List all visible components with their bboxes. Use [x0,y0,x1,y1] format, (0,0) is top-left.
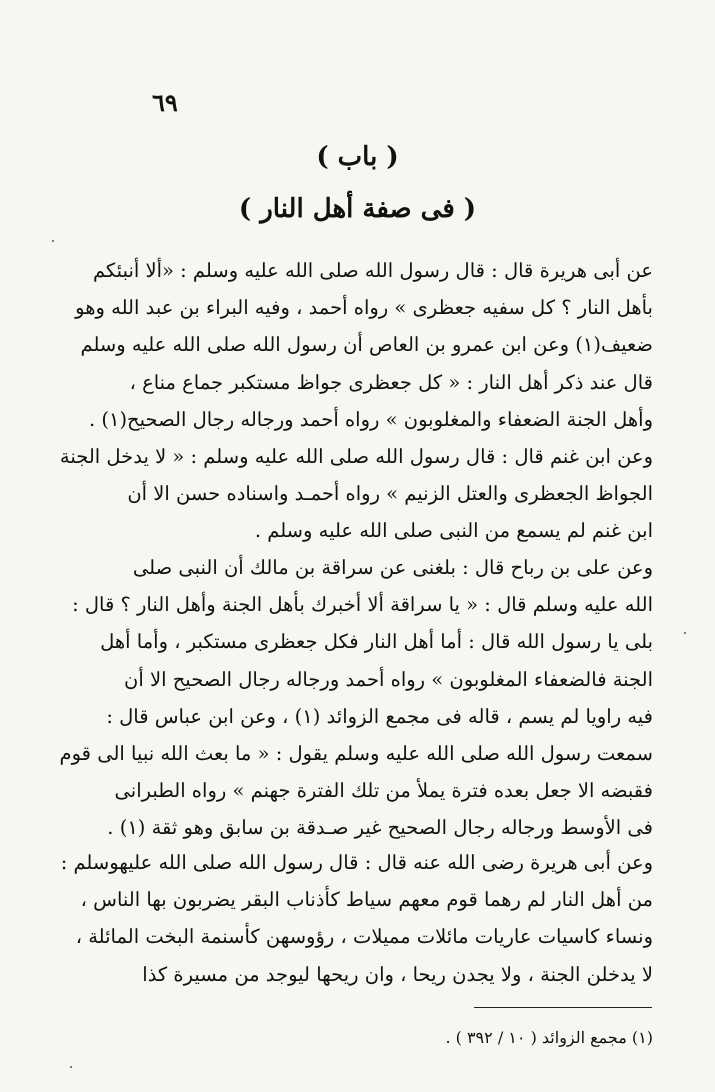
text-line: وعن أبى هريرة رضى الله عنه قال : قال رسول الله صلى الله عليهوسلم : [60,851,653,874]
paragraph-3 [60,844,653,993]
paragraph-2 [59,549,653,847]
text-line: سمعت رسول الله صلى الله عليه وسلم يقول : « ما بعث الله نبيا الى قوم [59,742,653,766]
text-line: الجنة فالضعفاء المغلوبون » رواه أحمد ورجاله رجال الصحيح الا أن [124,667,653,691]
text-line: بأهل النار ؟ كل سفيه جعظرى » رواه أحمد ، وفيه البراء بن عبد الله وهو [75,296,653,320]
page-number: ٦٩ [152,88,178,117]
section-title: ( فى صفة أهل النار ) [238,194,477,224]
scan-speck [684,632,686,634]
paragraph-1 [59,252,653,550]
text-line: وأهل الجنة الضعفاء والمغلوبون » رواه أحمد ورجاله رجال الصحيح(١) . [88,407,653,431]
text-line: ابن غنم لم يسمع من النبى صلى الله عليه وسلم . [254,519,653,543]
text-line: ضعيف(١) وعن ابن عمرو بن العاص أن رسول الله صلى الله عليه وسلم [80,333,653,357]
chapter-heading: ( باب ) [316,142,399,172]
text-line: لا يدخلن الجنة ، ولا يجدن ريحا ، وان ريحها ليوجد من مسيرة كذا [142,962,653,986]
text-line: فى الأوسط ورجاله رجال الصحيح غير صـدقة بن سابق وهو ثقة (١) . [107,816,653,840]
text-line: الجواظ الجعظرى والعتل الزنيم » رواه أحمـد واسناده حسن الا أن [127,482,653,506]
text-line: قال عند ذكر أهل النار : « كل جعظرى جواظ مستكبر جماع مناع ، [129,370,653,394]
text-line: فقبضه الا جعل بعده فترة يملأ من تلك الفترة جهنم » رواه الطبرانى [114,779,653,803]
scan-speck [70,1066,72,1068]
text-line: الله عليه وسلم قال : « يا سراقة ألا أخبرك بأهل الجنة وأهل النار ؟ قال : [72,593,653,617]
footnote: (١) مجمع الزوائد ( ١٠ / ٣٩٢ ) . [445,1028,653,1047]
text-line: من أهل النار لم رهما قوم معهم سياط كأذناب البقر يضربون بها الناس ، [80,888,653,912]
text-line: فيه راويا لم يسم ، قاله فى مجمع الزوائد (١) ، وعن ابن عباس قال : [106,704,653,728]
text-line: وعن ابن غنم قال : قال رسول الله صلى الله عليه وسلم : « لا يدخل الجنة [59,445,653,469]
text-line: عن أبى هريرة قال : قال رسول الله صلى الله عليه وسلم : «ألا أنبئكم [92,259,653,282]
text-line: ونساء كاسيات عاريات مائلات مميلات ، رؤوسهن كأسنمة البخت المائلة ، [75,925,653,949]
text-line: وعن على بن رباح قال : بلغنى عن سراقة بن مالك أن النبى صلى [132,556,653,579]
footnote-divider [474,1007,652,1008]
text-line: بلى يا رسول الله قال : أما أهل النار فكل جعظرى مستكبر ، وأما أهل [100,630,653,654]
scan-speck [52,240,54,242]
